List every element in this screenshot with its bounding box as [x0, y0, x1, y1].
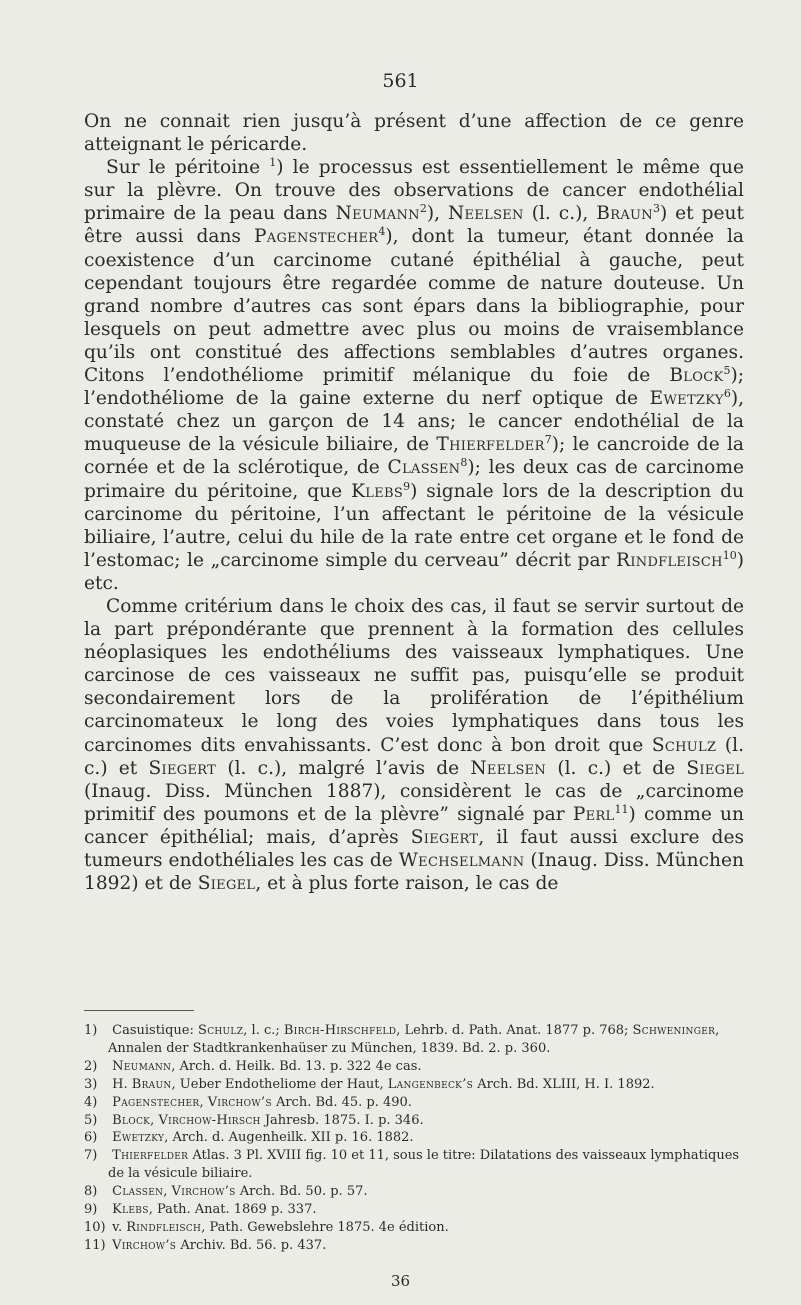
main-text: [84, 110, 744, 895]
footnote-separator: [84, 1010, 194, 1011]
footnote-ref: 3: [652, 202, 660, 216]
text-run: , il faut aussi exclure des tumeurs endothéliales les cas de: [84, 826, 744, 871]
author-name: Rindfleisch: [126, 1219, 202, 1235]
author-name: Thierfelder: [112, 1148, 189, 1164]
author-name: Rindfleisch: [616, 549, 723, 571]
text-run: Arch. Bd. 50. p. 57.: [235, 1184, 368, 1200]
text-run: Comme critérium dans le choix des cas, il faut se servir surtout de la part prépondérante que prennent à la formation des cellules néoplasiques les endothéliums des vaisseaux lymphatiques. Une carcinose de ces vaisseaux ne suffit pas, puisqu’elle se produit secondairement lors de la prolifération de l’épithélium carcinomateux le long des voies lymphatiques dans tous les carcinomes dits envahissants. C’est donc à bon droit que: [84, 595, 744, 756]
footnote: [84, 1237, 748, 1255]
text-run: , Path. Anat. 1869 p. 337.: [148, 1202, 317, 1218]
text-run: Casuistique:: [112, 1023, 198, 1038]
footnote-number: 11): [84, 1237, 106, 1253]
footnote: [84, 1094, 748, 1112]
text-run: ), dont la tumeur, étant donnée la coexistence d’un carcinome cutané épithélial à gauche, peut cependant toujours être regardée comme de nature douteuse. Un grand nombre d’autres cas sont épars dans la bibliographie, pour lesquels on peut admettre avec plus ou moins de vraisemblance qu’ils ont constitué des affections semblables d’autres organes. Citons l’endothéliome primitif mélanique du foie de: [84, 226, 744, 387]
text-run: ); l’endothéliome de la gaine externe du nerf optique de: [84, 365, 744, 410]
footnote-number: 2): [84, 1058, 98, 1074]
text-run: ); le cancroide de la cornée et de la sclérotique, de: [84, 434, 744, 479]
footnote: [84, 1201, 748, 1219]
footnote-ref: 6: [723, 387, 731, 401]
text-run: (l. c.),: [523, 203, 597, 225]
text-run: , Ueber Endotheliome der Haut,: [171, 1076, 388, 1092]
footnote-ref: 9: [403, 479, 411, 493]
footnote-ref: 5: [723, 364, 731, 378]
footnote-ref: 10: [722, 548, 737, 562]
signature-mark: 36: [390, 1272, 411, 1290]
text-run: (Inaug. Diss. München 1892) et de: [84, 850, 744, 895]
author-name: Neelsen: [447, 203, 524, 225]
text-run: (l. c.), malgré l’avis de: [216, 757, 471, 779]
text-run: ), constaté chez un garçon de 14 ans; le cancer endothélial de la muqueuse de la vésicule biliaire, de: [84, 388, 744, 456]
author-name: Klebs: [112, 1202, 149, 1218]
author-name: Ewetzky: [649, 388, 724, 410]
paragraph: [84, 156, 744, 595]
author-name: Schweninger: [632, 1023, 716, 1038]
text-run: ) le processus est essentiellement le même que sur la plèvre. On trouve des observations de cancer endothélial primaire de la peau dans: [84, 157, 744, 225]
text-run: , Path. Gewebslehre 1875. 4e édition.: [201, 1219, 449, 1235]
footnote-ref: 8: [460, 456, 468, 470]
text-run: (Inaug. Diss. München 1887), considèrent le cas de „carcinome primitif des poumons et de la plèvre” signalé par: [84, 780, 744, 825]
text-run: ); les deux cas de carcinome primaire du péritoine, que: [84, 457, 745, 502]
text-run: ) etc.: [84, 549, 744, 594]
text-run: , Lehrb. d. Path. Anat. 1877 p. 768;: [396, 1023, 633, 1038]
author-name: Neumann: [112, 1058, 172, 1074]
text-run: ) signale lors de la description du carcinome du péritoine, l’un affectant le péritoine de la vésicule biliaire, l’autre, celui du hile de la rate entre cet organe et le fond de l’estomac; le „carcinome simple du cerveau” décrit par: [84, 480, 744, 571]
text-run: Atlas. 3 Pl. XVIII fig. 10 et 11, sous le titre: Dilatations des vaisseaux lymphatiques de la vésicule biliaire.: [108, 1148, 740, 1182]
footnote: [84, 1183, 748, 1201]
author-name: Block: [112, 1112, 151, 1128]
text-run: ),: [426, 203, 448, 225]
author-name: Perl: [572, 803, 615, 825]
text-run: ,: [163, 1184, 172, 1200]
paragraph: [84, 595, 744, 895]
author-name: Wechselmann: [398, 850, 525, 871]
footnote: [84, 1058, 748, 1076]
footnote: [84, 1076, 748, 1094]
text-run: Jahresb. 1875. I. p. 346.: [260, 1112, 424, 1128]
author-name: Klebs: [351, 480, 404, 502]
text-run: v.: [112, 1219, 127, 1235]
text-run: Arch. Bd. 45. p. 490.: [271, 1094, 412, 1110]
author-name: Neelsen: [470, 757, 547, 779]
text-run: (l. c.) et de: [546, 757, 687, 779]
author-name: Schulz: [651, 734, 717, 756]
text-run: On ne connait rien jusqu’à présent d’une affection de ce genre atteignant le péricarde.: [84, 111, 744, 156]
author-name: Virchow’s: [112, 1237, 177, 1253]
footnote: [84, 1219, 748, 1237]
author-name: Neumann: [335, 203, 420, 225]
page-number: 561: [382, 70, 419, 92]
footnote-ref: 7: [544, 433, 552, 447]
text-run: , Arch. d. Augenheilk. XII p. 16. 1882.: [164, 1130, 414, 1146]
footnote-number: 9): [84, 1202, 98, 1218]
text-run: ,: [199, 1094, 208, 1110]
footnote: [84, 1112, 748, 1130]
text-run: Archiv. Bd. 56. p. 437.: [176, 1237, 327, 1253]
footnote-ref: 11: [614, 802, 629, 816]
author-name: Siegert: [410, 826, 479, 848]
author-name: Pagenstecher: [253, 226, 379, 248]
author-name: Classen: [112, 1184, 164, 1200]
author-name: Ewetzky: [112, 1130, 165, 1146]
author-name: Langenbeck’s: [387, 1076, 474, 1092]
author-name: Braun: [131, 1076, 172, 1092]
author-name: Classen: [387, 457, 461, 479]
footnote-number: 7): [84, 1148, 98, 1164]
text-run: , Arch. d. Heilk. Bd. 13. p. 322 4e cas.: [171, 1058, 422, 1074]
text-run: ,: [150, 1112, 159, 1128]
text-run: (l. c.) et: [84, 734, 744, 779]
footnote-ref: 4: [378, 225, 386, 239]
footnotes: [84, 1022, 748, 1255]
author-name: Braun: [596, 203, 653, 225]
author-name: Schulz: [198, 1023, 244, 1038]
footnote: [84, 1022, 748, 1058]
text-run: , Annalen der Stadtkrankenhaüser zu München, 1839. Bd. 2. p. 360.: [108, 1023, 720, 1056]
author-name: Virchow’s: [207, 1094, 272, 1110]
text-run: , et à plus forte raison, le cas de: [255, 873, 559, 895]
footnote-number: 4): [84, 1094, 98, 1110]
author-name: Thierfelder: [436, 434, 545, 456]
footnote-ref: 2: [419, 202, 427, 216]
text-run: H.: [112, 1076, 132, 1092]
author-name: Birch-Hirschfeld: [283, 1023, 397, 1038]
text-run: ) et peut être aussi dans: [84, 203, 744, 248]
author-name: Siegert: [148, 757, 217, 779]
footnote-number: 6): [84, 1130, 98, 1146]
footnote-number: 10): [84, 1219, 106, 1235]
text-run: , l. c.;: [243, 1023, 284, 1038]
paragraph: [84, 110, 744, 156]
author-name: Block: [669, 365, 724, 387]
text-run: Sur le péritoine: [106, 157, 270, 179]
footnote: [84, 1129, 748, 1147]
author-name: Virchow-Hirsch: [158, 1112, 261, 1128]
text-run: ) comme un cancer épithélial; mais, d’après: [84, 803, 744, 848]
author-name: Pagenstecher: [112, 1094, 200, 1110]
footnote-number: 8): [84, 1184, 98, 1200]
author-name: Siegel: [686, 757, 745, 779]
text-run: Arch. Bd. XLIII, H. I. 1892.: [473, 1076, 655, 1092]
footnote-number: 1): [84, 1023, 98, 1038]
footnote-number: 3): [84, 1076, 98, 1092]
footnote-number: 5): [84, 1112, 98, 1128]
author-name: Virchow’s: [171, 1184, 236, 1200]
footnote-ref: 1: [269, 156, 277, 170]
author-name: Siegel: [197, 873, 256, 895]
footnote: [84, 1147, 748, 1183]
